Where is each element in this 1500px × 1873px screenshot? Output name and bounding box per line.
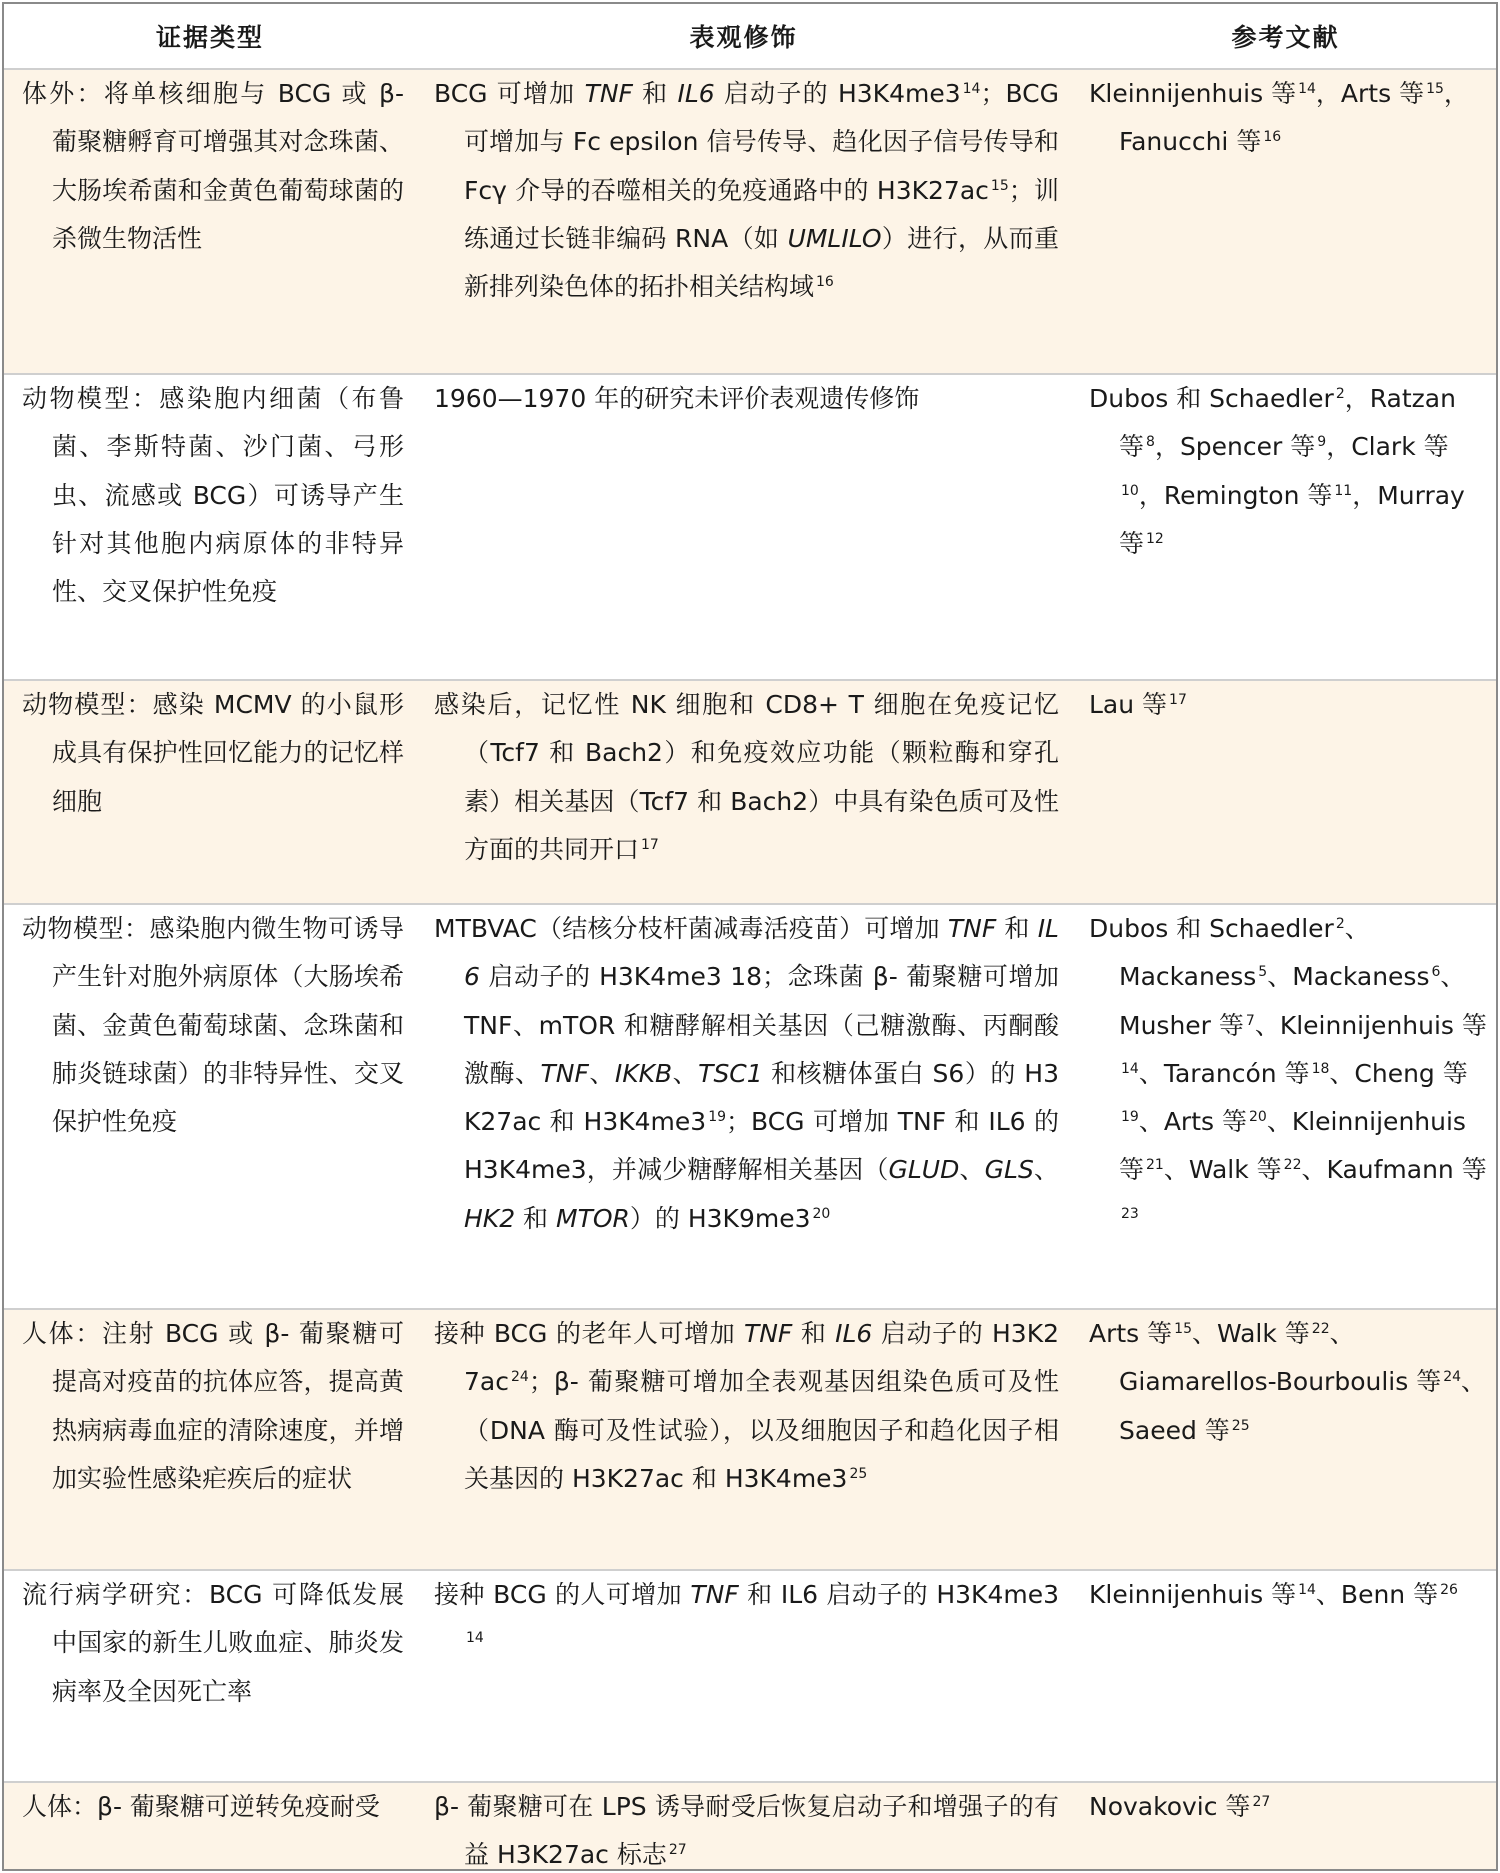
table-row bbox=[4, 904, 1498, 1309]
citation-number: 5 bbox=[1258, 964, 1268, 981]
citation-number: 11 bbox=[1334, 482, 1353, 499]
citation-number: 6 bbox=[1431, 964, 1441, 981]
evidence-cell bbox=[4, 1309, 416, 1570]
citation-number: 19 bbox=[1121, 1109, 1139, 1126]
references-cell bbox=[1071, 1309, 1498, 1570]
citation-number: 17 bbox=[1169, 692, 1187, 708]
references-cell bbox=[1071, 374, 1498, 680]
citation-number: 27 bbox=[668, 1842, 687, 1859]
gene-name: TNF bbox=[540, 1058, 589, 1088]
header-evidence-type: 证据类型 bbox=[4, 4, 416, 69]
evidence-text: 动物模型：感染胞内细菌（布鲁菌、李斯特菌、沙门菌、弓形虫、流感或 BCG）可诱导产生针对其他胞内病原体的非特异性、交叉保护性免疫 bbox=[22, 384, 404, 607]
modification-text: BCG 可增加 TNF 和 IL6 启动子的 H3K4me3 $^{14}$；BCG 可增加与 Fc epsilon 信号传导、趋化因子信号传导和 Fcγ 介导的吞噬相关的免疫通路中的 H3K27ac $^{15}$；训练通过长链非编码 RNA（如 UMLILO）进行，从而重新排列染色体的拓扑相关结构域 $^{16}$ bbox=[434, 79, 1059, 302]
evidence-text: 动物模型：感染 MCMV 的小鼠形成具有保护性回忆能力的记忆样细胞 bbox=[22, 690, 404, 816]
references-text: Arts 等 $^{15}$、Walk 等 $^{22}$、Giamarellos-Bourboulis 等 $^{24}$、Saeed 等 $^{25}$ bbox=[1089, 1319, 1487, 1445]
gene-name: TSC1 bbox=[698, 1058, 763, 1088]
gene-name: UMLILO bbox=[787, 223, 882, 253]
gene-name: GLUD bbox=[888, 1155, 960, 1185]
header-epigenetic-modification: 表观修饰 bbox=[416, 4, 1071, 69]
modification-cell bbox=[416, 69, 1071, 374]
gene-name: TNF bbox=[584, 79, 633, 108]
citation-number: 16 bbox=[1263, 129, 1282, 146]
evidence-cell bbox=[4, 1570, 416, 1782]
evidence-text: 人体：β- 葡聚糖可逆转免疫耐受 bbox=[22, 1792, 380, 1821]
citation-number: 21 bbox=[1146, 1157, 1164, 1174]
citation-number: 19 bbox=[708, 1109, 727, 1126]
gene-name: IKKB bbox=[614, 1058, 673, 1088]
gene-name: IL6 bbox=[464, 914, 1059, 992]
modification-text: MTBVAC（结核分枝杆菌减毒活疫苗）可增加 TNF 和 IL6 启动子的 H3K4me3 18；念珠菌 β- 葡聚糖可增加 TNF、mTOR 和糖酵解相关基因（己糖激酶、丙酮酸激酶、TNF、IKKB、TSC1 和核糖体蛋白 S6）的 H3K27ac 和 H3K4me3 $^{19}$；BCG 可增加 TNF 和 IL6 的 H3K4me3，并减少糖酵解相关基因（GLUD、GLS、HK2 和 MTOR）的 H3K9me3 $^{20}$ bbox=[434, 914, 1059, 1233]
gene-name: GLS bbox=[984, 1155, 1034, 1185]
citation-number: 22 bbox=[1311, 1321, 1330, 1337]
modification-text: β- 葡聚糖可在 LPS 诱导耐受后恢复启动子和增强子的有益 H3K27ac 标志 $^{27}$ bbox=[434, 1792, 1059, 1870]
citation-number: 2 bbox=[1335, 916, 1345, 932]
table-header-row bbox=[4, 4, 1498, 69]
table-row bbox=[4, 1309, 1498, 1570]
citation-number: 20 bbox=[812, 1205, 831, 1222]
citation-number: 10 bbox=[1121, 482, 1139, 499]
gene-name: TNF bbox=[947, 914, 997, 943]
table-frame bbox=[2, 2, 1498, 1871]
evidence-text: 流行病学研究：BCG 可降低发展中国家的新生儿败血症、肺炎发病率及全因死亡率 bbox=[22, 1580, 404, 1706]
citation-number: 14 bbox=[1121, 1060, 1139, 1077]
evidence-cell bbox=[4, 1782, 416, 1871]
references-cell bbox=[1071, 680, 1498, 904]
table-row bbox=[4, 680, 1498, 904]
references-cell bbox=[1071, 904, 1498, 1309]
modification-cell bbox=[416, 1309, 1071, 1570]
citation-number: 12 bbox=[1146, 530, 1164, 547]
references-text: Dubos 和 Schaedler $^2$、Mackaness $^5$、Mackaness $^6$、Musher 等 $^7$、Kleinnijenhuis 等$^{14}$、Tarancón 等 $^{18}$、Cheng 等$^{19}$、Arts 等 $^{20}$、Kleinnijenhuis 等 $^{21}$、Walk 等 $^{22}$、Kaufmann 等$^{23}$ bbox=[1089, 914, 1487, 1222]
citation-number: 20 bbox=[1248, 1109, 1267, 1126]
table-row bbox=[4, 1570, 1498, 1782]
citation-number: 9 bbox=[1317, 434, 1327, 451]
gene-name: MTOR bbox=[556, 1203, 630, 1233]
evidence-table bbox=[4, 4, 1498, 1871]
modification-cell bbox=[416, 904, 1071, 1309]
evidence-cell bbox=[4, 680, 416, 904]
modification-cell bbox=[416, 1570, 1071, 1782]
citation-number: 26 bbox=[1440, 1582, 1458, 1598]
modification-cell bbox=[416, 1782, 1071, 1871]
table-row bbox=[4, 1782, 1498, 1871]
citation-number: 15 bbox=[1426, 81, 1444, 97]
references-cell bbox=[1071, 69, 1498, 374]
citation-number: 25 bbox=[1231, 1417, 1250, 1434]
citation-number: 8 bbox=[1146, 434, 1155, 451]
citation-number: 24 bbox=[1443, 1369, 1462, 1386]
citation-number: 25 bbox=[849, 1465, 868, 1482]
table-row bbox=[4, 374, 1498, 680]
citation-number: 15 bbox=[990, 177, 1009, 194]
references-text: Dubos 和 Schaedler $^2$，Ratzan 等 $^8$，Spencer 等 $^9$，Clark 等$^{10}$，Remington 等 $^{11}$，Murray 等 $^{12}$ bbox=[1089, 384, 1465, 558]
references-cell bbox=[1071, 1570, 1498, 1782]
gene-name: IL6 bbox=[677, 79, 715, 108]
citation-number: 15 bbox=[1174, 1321, 1192, 1337]
evidence-text: 动物模型：感染胞内微生物可诱导产生针对胞外病原体（大肠埃希菌、金黄色葡萄球菌、念珠菌和肺炎链球菌）的非特异性、交叉保护性免疫 bbox=[22, 914, 404, 1137]
citation-number: 7 bbox=[1245, 1012, 1255, 1029]
gene-name: TNF bbox=[690, 1580, 739, 1609]
citation-number: 27 bbox=[1252, 1794, 1271, 1810]
gene-name: IL6 bbox=[835, 1319, 873, 1348]
table-row bbox=[4, 69, 1498, 374]
modification-text: 感染后，记忆性 NK 细胞和 CD8+ T 细胞在免疫记忆（Tcf7 和 Bach2）和免疫效应功能（颗粒酶和穿孔素）相关基因（Tcf7 和 Bach2）中具有染色质可及性方面的共同开口 $^{17}$ bbox=[434, 690, 1059, 864]
modification-cell bbox=[416, 374, 1071, 680]
modification-text: 接种 BCG 的人可增加 TNF 和 IL6 启动子的 $H3K4me3^{14}$ bbox=[434, 1580, 1059, 1647]
modification-text: 1960—1970 年的研究未评价表观遗传修饰 bbox=[434, 384, 920, 413]
citation-number: 23 bbox=[1121, 1205, 1139, 1222]
references-cell bbox=[1071, 1782, 1498, 1871]
citation-number: 22 bbox=[1283, 1157, 1302, 1174]
modification-cell bbox=[416, 680, 1071, 904]
citation-number: 24 bbox=[510, 1369, 529, 1386]
gene-name: TNF bbox=[743, 1319, 793, 1348]
references-text: Novakovic 等 $^{27}$ bbox=[1089, 1792, 1271, 1821]
evidence-text: 体外：将单核细胞与 BCG 或 β- 葡聚糖孵育可增强其对念珠菌、大肠埃希菌和金黄色葡萄球菌的杀微生物活性 bbox=[22, 79, 404, 253]
references-text: Lau 等 $^{17}$ bbox=[1089, 690, 1187, 719]
citation-number: 14 bbox=[466, 1630, 484, 1647]
citation-number: 14 bbox=[1298, 81, 1316, 97]
citation-number: 17 bbox=[641, 836, 659, 853]
citation-number: 16 bbox=[816, 274, 834, 291]
evidence-text: 人体：注射 BCG 或 β- 葡聚糖可提高对疫苗的抗体应答，提高黄热病病毒血症的清除速度，并增加实验性感染疟疾后的症状 bbox=[22, 1319, 404, 1493]
modification-text: 接种 BCG 的老年人可增加 TNF 和 IL6 启动子的 H3K27ac $^{24}$；β- 葡聚糖可增加全表观基因组染色质可及性（DNA 酶可及性试验），以及细胞因子和趋化因子相关基因的 H3K27ac 和 H3K4me3 $^{25}$ bbox=[434, 1319, 1059, 1493]
references-text: Kleinnijenhuis 等 $^{14}$，Arts 等 $^{15}$，Fanucchi 等 $^{16}$ bbox=[1089, 79, 1469, 157]
citation-number: 14 bbox=[962, 81, 981, 97]
header-references: 参考文献 bbox=[1071, 4, 1498, 69]
citation-number: 2 bbox=[1335, 386, 1345, 402]
evidence-cell bbox=[4, 374, 416, 680]
evidence-cell bbox=[4, 904, 416, 1309]
gene-name: HK2 bbox=[464, 1203, 516, 1233]
citation-number: 18 bbox=[1311, 1060, 1330, 1077]
evidence-cell bbox=[4, 69, 416, 374]
references-text: Kleinnijenhuis 等 $^{14}$、Benn 等 $^{26}$ bbox=[1089, 1580, 1458, 1609]
citation-number: 14 bbox=[1298, 1582, 1316, 1598]
